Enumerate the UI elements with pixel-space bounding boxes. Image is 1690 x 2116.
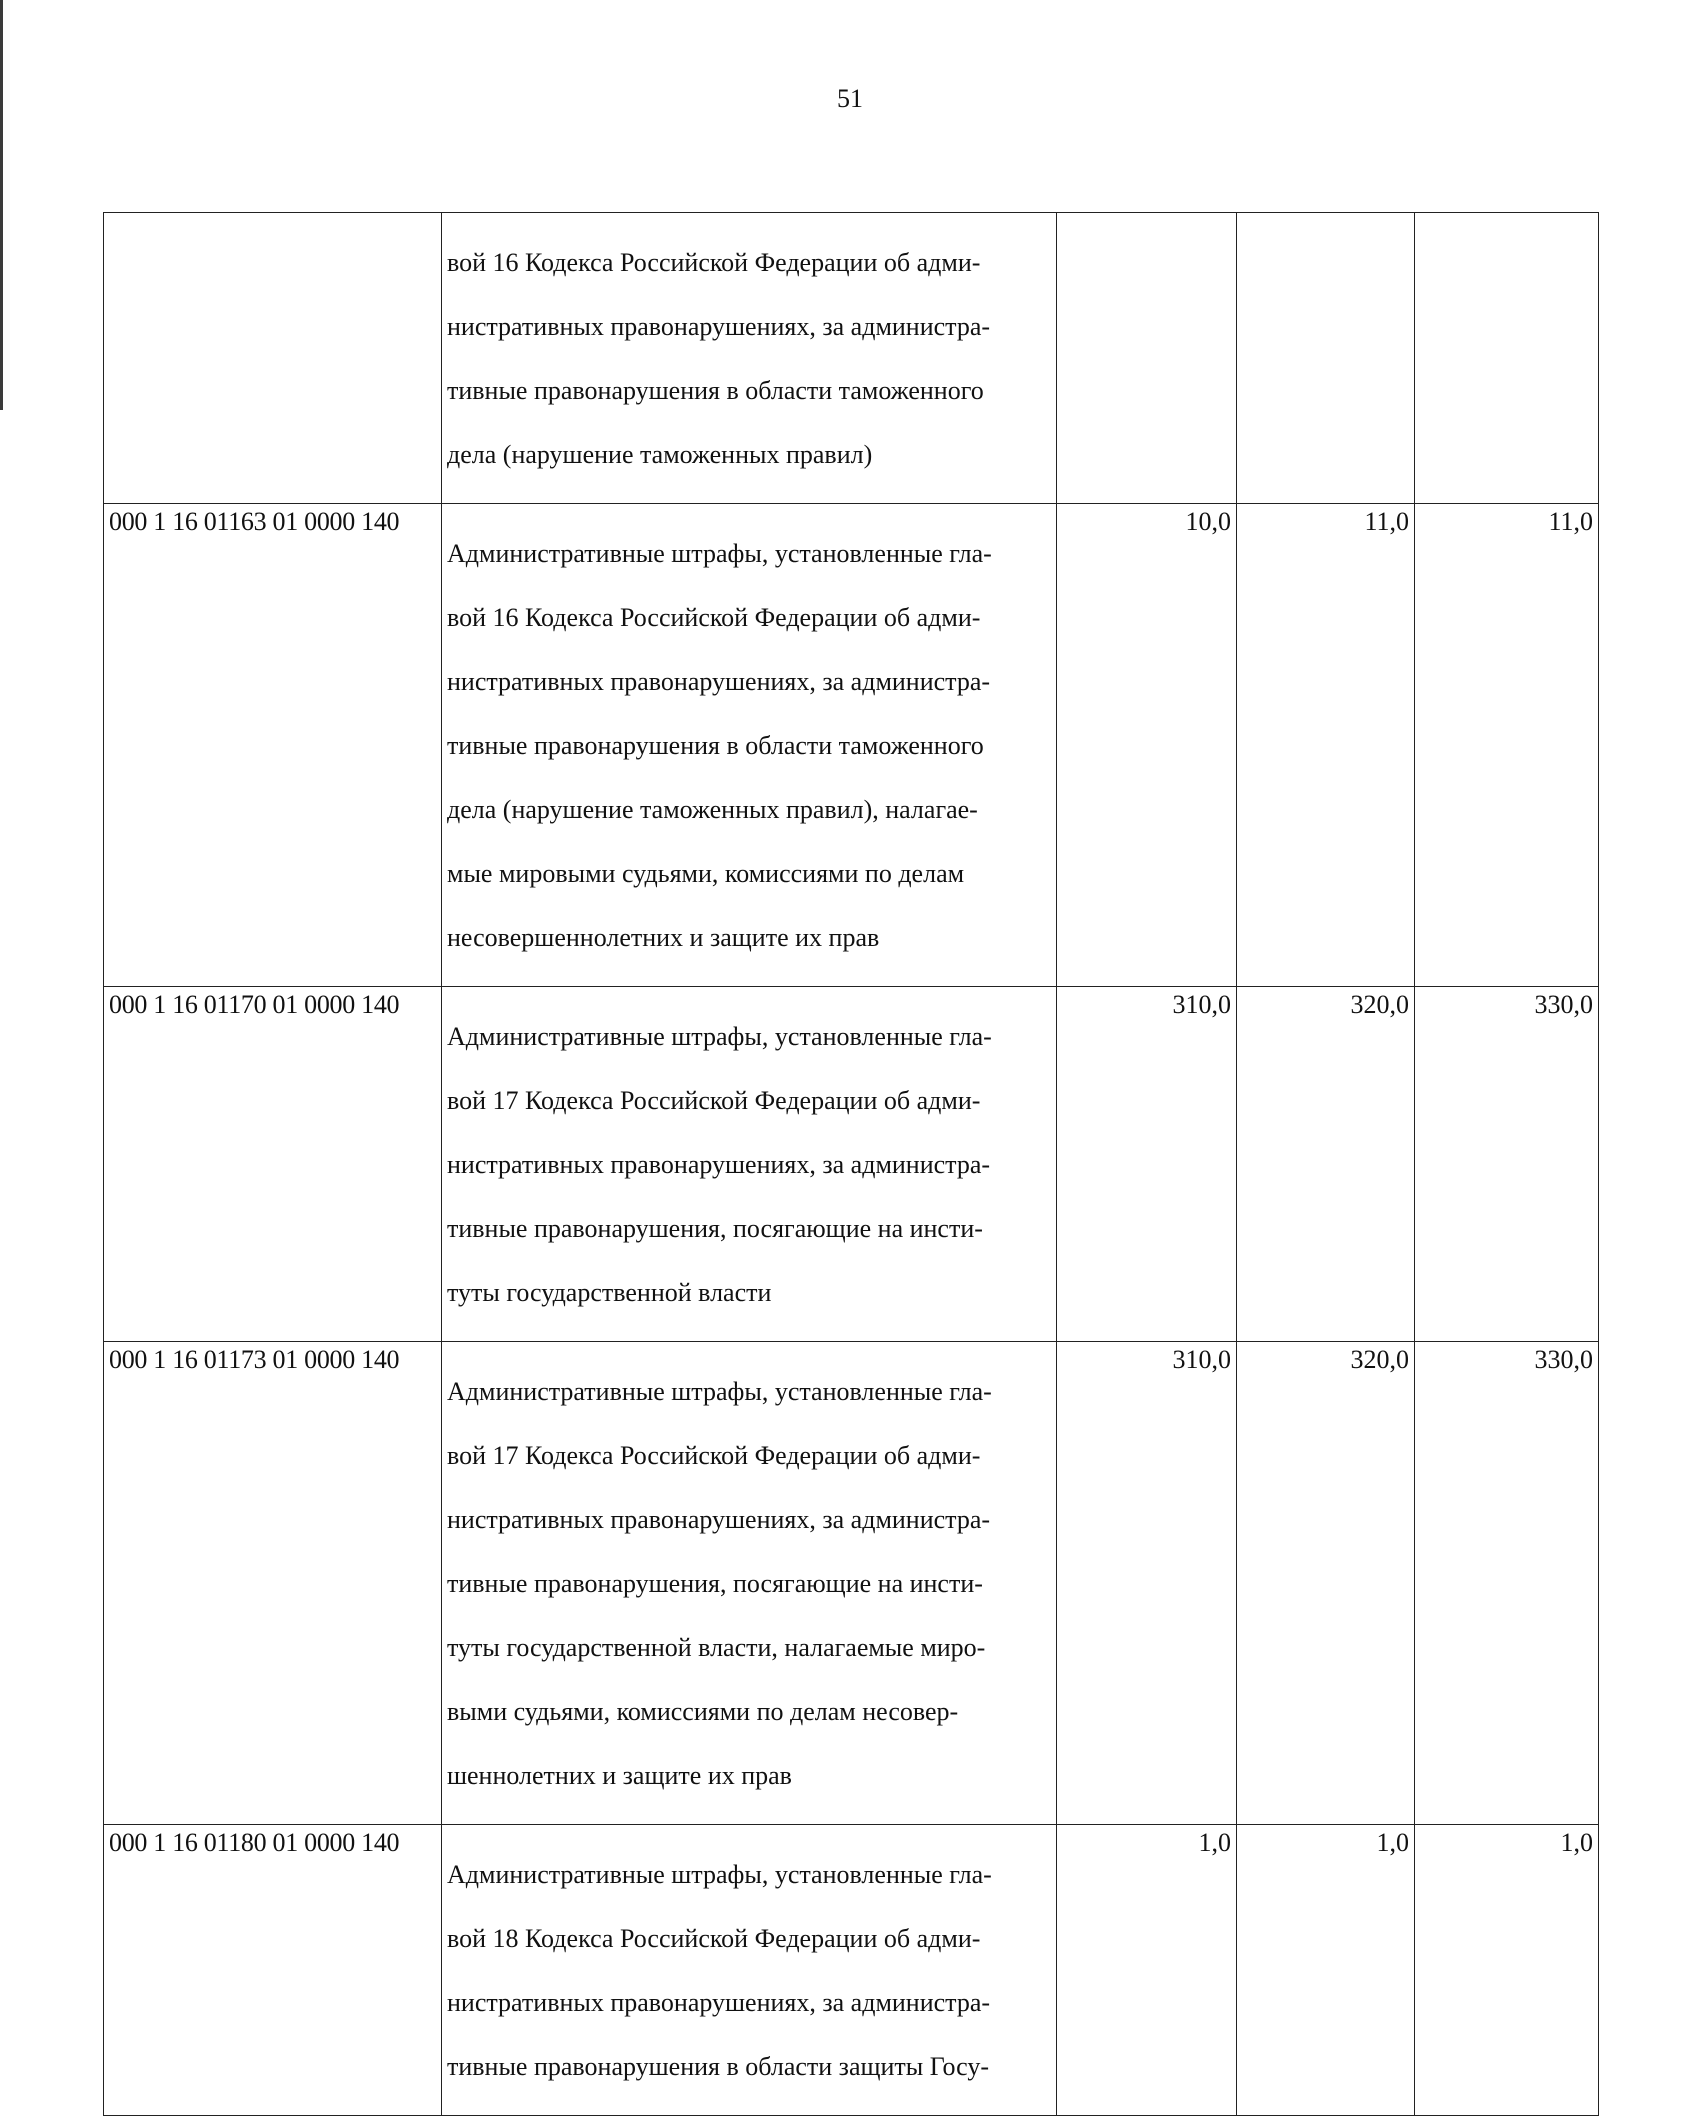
value-cell-year-3: 11,0 xyxy=(1415,504,1599,987)
name-line: выми судьями, комиссиями по делам несовер- xyxy=(447,1697,959,1726)
name-line: дела (нарушение таможенных правил) xyxy=(447,440,873,469)
value-cell-year-3: 330,0 xyxy=(1415,987,1599,1342)
name-line: Административные штрафы, установленные гла- xyxy=(447,539,992,568)
value-cell-year-1: 310,0 xyxy=(1057,987,1237,1342)
name-line: тивные правонарушения в области таможенного xyxy=(447,376,984,405)
table-row xyxy=(104,1825,1599,2116)
name-line: вой 18 Кодекса Российской Федерации об адми- xyxy=(447,1924,981,1953)
value-cell-year-2 xyxy=(1237,213,1415,504)
name-line: нистративных правонарушениях, за администра- xyxy=(447,1505,991,1534)
name-line: туты государственной власти, налагаемые миро- xyxy=(447,1633,986,1662)
revenue-code-cell: 000 1 16 01173 01 0000 140 xyxy=(104,1342,442,1825)
name-line: вой 17 Кодекса Российской Федерации об адми- xyxy=(447,1086,981,1115)
name-line: нистративных правонарушениях, за администра- xyxy=(447,1150,991,1179)
value-cell-year-1 xyxy=(1057,213,1237,504)
budget-revenue-table xyxy=(103,212,1599,2116)
scan-edge-line xyxy=(0,0,3,410)
revenue-name-cell xyxy=(442,1342,1057,1825)
revenue-name-cell xyxy=(442,987,1057,1342)
name-line: мые мировыми судьями, комиссиями по делам xyxy=(447,859,965,888)
name-line: Административные штрафы, установленные гла- xyxy=(447,1860,992,1889)
name-line: нистративных правонарушениях, за администра- xyxy=(447,667,991,696)
revenue-name-cell xyxy=(442,1825,1057,2116)
name-line: тивные правонарушения, посягающие на инсти- xyxy=(447,1569,983,1598)
value-cell-year-2: 320,0 xyxy=(1237,1342,1415,1825)
name-line: вой 16 Кодекса Российской Федерации об адми- xyxy=(447,248,981,277)
name-line: вой 17 Кодекса Российской Федерации об адми- xyxy=(447,1441,981,1470)
name-line: тивные правонарушения в области таможенного xyxy=(447,731,984,760)
revenue-code-cell: 000 1 16 01180 01 0000 140 xyxy=(104,1825,442,2116)
name-line: тивные правонарушения в области защиты Госу- xyxy=(447,2052,990,2081)
revenue-code-cell xyxy=(104,213,442,504)
value-cell-year-3 xyxy=(1415,213,1599,504)
name-line: Административные штрафы, установленные гла- xyxy=(447,1377,992,1406)
table-row xyxy=(104,987,1599,1342)
value-cell-year-2: 320,0 xyxy=(1237,987,1415,1342)
table-row xyxy=(104,213,1599,504)
table-row xyxy=(104,504,1599,987)
value-cell-year-2: 1,0 xyxy=(1237,1825,1415,2116)
value-cell-year-3: 1,0 xyxy=(1415,1825,1599,2116)
value-cell-year-1: 10,0 xyxy=(1057,504,1237,987)
name-line: несовершеннолетних и защите их прав xyxy=(447,923,880,952)
value-cell-year-3: 330,0 xyxy=(1415,1342,1599,1825)
name-line: шеннолетних и защите их прав xyxy=(447,1761,792,1790)
revenue-name-cell xyxy=(442,504,1057,987)
page-number: 51 xyxy=(837,84,863,113)
name-line: Административные штрафы, установленные гла- xyxy=(447,1022,992,1051)
revenue-code-cell: 000 1 16 01170 01 0000 140 xyxy=(104,987,442,1342)
table-row xyxy=(104,1342,1599,1825)
revenue-name-cell xyxy=(442,213,1057,504)
name-line: вой 16 Кодекса Российской Федерации об адми- xyxy=(447,603,981,632)
name-line: тивные правонарушения, посягающие на инсти- xyxy=(447,1214,983,1243)
name-line: нистративных правонарушениях, за администра- xyxy=(447,1988,991,2017)
value-cell-year-1: 1,0 xyxy=(1057,1825,1237,2116)
value-cell-year-2: 11,0 xyxy=(1237,504,1415,987)
name-line: туты государственной власти xyxy=(447,1278,772,1307)
revenue-code-cell: 000 1 16 01163 01 0000 140 xyxy=(104,504,442,987)
name-line: нистративных правонарушениях, за администра- xyxy=(447,312,991,341)
name-line: дела (нарушение таможенных правил), налагае- xyxy=(447,795,978,824)
value-cell-year-1: 310,0 xyxy=(1057,1342,1237,1825)
